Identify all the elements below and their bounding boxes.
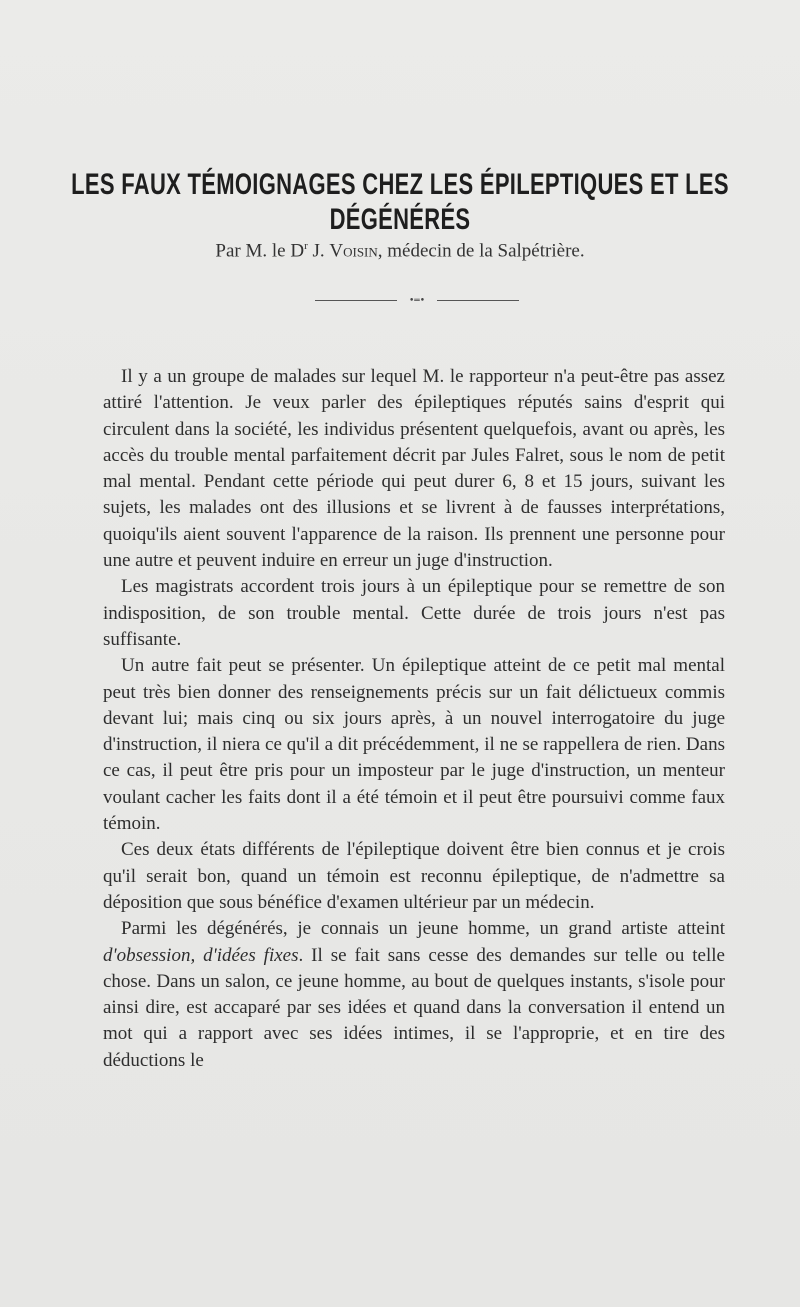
- paragraph: Les magistrats accordent trois jours à un épileptique pour se remettre de son indisposition, de son trouble mental. Cette durée de trois jours n'est pas suffisante.: [103, 576, 725, 650]
- author-name: Voisin: [329, 240, 378, 262]
- paragraph-italic: d'obsession, d'idées fixes: [103, 944, 299, 966]
- author-byline: [0, 240, 800, 262]
- paragraph-last: [103, 916, 725, 1074]
- byline-initial: J.: [307, 240, 330, 262]
- separator-rule: [315, 298, 519, 304]
- article-title: LES FAUX TÉMOIGNAGES CHEZ LES ÉPILEPTIQUES ET LES DÉGÉNÉRÉS: [71, 166, 729, 236]
- separator-line-left: [315, 300, 397, 301]
- byline-prefix: Par M. le D: [215, 240, 305, 262]
- separator-ornament: •═•: [408, 296, 426, 306]
- separator-line-right: [437, 300, 519, 301]
- paragraph: Il y a un groupe de malades sur lequel M. le rapporteur n'a peut-être pas assez attiré l'attention. Je veux parler des épileptiques réputés sains d'esprit qui circulent dans la société, les individus présentent quelquefois, avant ou après, les accès du trouble mental parfaitement décrit par Jules Falret, sous le nom de petit mal mental. Pendant cette période qui peut durer 6, 8 et 15 jours, suivant les sujets, les malades ont des illusions et se livrent à de fausses interprétations, quoiqu'ils aient souvent l'apparence de la raison. Ils prennent une personne pour une autre et peuvent induire en erreur un juge d'instruction.: [103, 366, 725, 572]
- paragraph-text: Parmi les dégénérés, je connais un jeune homme, un grand artiste atteint: [121, 918, 725, 940]
- byline-suffix: , médecin de la Salpétrière.: [377, 240, 585, 262]
- byline-sup: r: [304, 240, 308, 252]
- article-body: [103, 364, 725, 1074]
- paragraph: Un autre fait peut se présenter. Un épileptique atteint de ce petit mal mental peut très bien donner des renseignements précis sur un fait délictueux commis devant lui; mais cinq ou six jours après, à un nouvel interrogatoire du juge d'instruction, il niera ce qu'il a dit précédemment, il ne se rappellera de rien. Dans ce cas, il peut être pris pour un imposteur par le juge d'instruction, un menteur voulant cacher les faits dont il a été témoin et il peut être poursuivi comme faux témoin.: [103, 655, 725, 835]
- paragraph-text: . Il se fait sans cesse des demandes sur telle ou telle chose. Dans un salon, ce jeune homme, au bout de quelques instants, s'isole pour ainsi dire, est accaparé par ses idées et quand dans la conversation il entend un mot qui a rapport avec ses idées intimes, il se l'approprie, et en tire des déductions le: [103, 944, 725, 1071]
- paragraph: Ces deux états différents de l'épileptique doivent être bien connus et je crois qu'il serait bon, quand un témoin est reconnu épileptique, de n'admettre sa déposition que sous bénéfice d'examen ultérieur par un médecin.: [103, 839, 725, 913]
